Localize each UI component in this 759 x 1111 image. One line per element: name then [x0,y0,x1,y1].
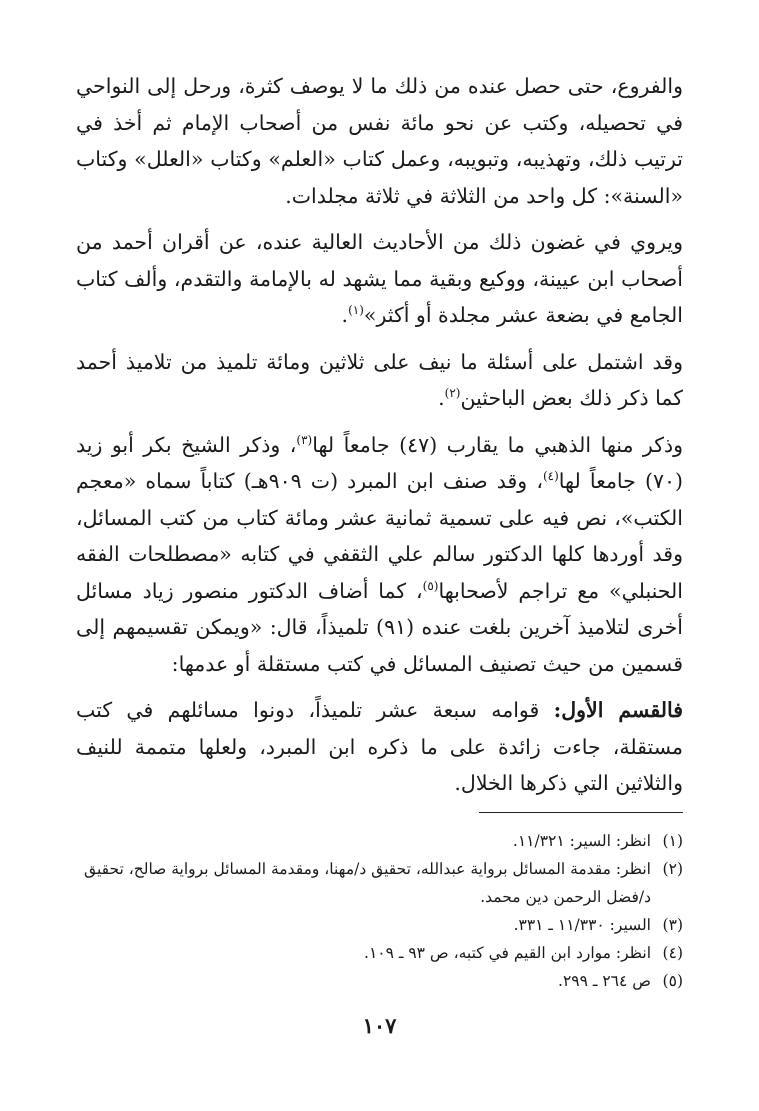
footnote-text: ص ٢٦٤ ـ ٢٩٩. [558,971,651,990]
section-heading: فالقسم الأول: [553,698,683,722]
paragraph [76,692,683,802]
footnote-number: (٢) [662,859,683,878]
footnote-number: (١) [662,831,683,850]
footnote-item [76,967,683,995]
page-number: ١٠٧ [362,1013,397,1038]
footnote-text: السير: ١١/٣٣٠ ـ ٣٣١. [513,915,651,934]
footnote-text: انظر: مقدمة المسائل برواية عبدالله، تحقيق د/مهنا، ومقدمة المسائل برواية صالح، تحقيق د/فضل الرحمن دين محمد. [84,859,651,906]
footnote-separator [479,812,683,813]
footnote-text: انظر: موارد ابن القيم في كتبه، ص ٩٣ ـ ١٠٩. [364,943,651,962]
footnote-item [76,855,683,911]
paragraph-text: قوامه سبعة عشر تلميذاً، دونوا مسائلهم في كتب مستقلة، جاءت زائدة على ما ذكره ابن المبرد، ولعلها متممة للنيف والثلاثين التي ذكرها الخلال. [76,698,683,795]
paragraph [76,224,683,334]
paragraph-text: ، وذكر الشيخ بكر أبو زيد (٧٠) جامعاً لها [76,432,683,493]
paragraph-text: ويروي في غضون ذلك من الأحاديث العالية عنده، عن أقران أحمد من أصحاب ابن عيينة، ووكيع وبقية مما يشهد له بالإمامة والتقدم، وألف كتاب الجامع في بضعة عشر مجلدة أو أكثر» [76,230,683,327]
paragraph-text: . [341,303,349,327]
paragraph [76,344,683,417]
footnote-marker: (٣) [296,432,313,447]
footnote-number: (٣) [662,915,683,934]
footnote-number: (٥) [662,971,683,990]
footnotes [76,827,683,995]
paragraph-text: وقد اشتمل على أسئلة ما نيف على ثلاثين ومائة تلميذ من تلاميذ أحمد كما ذكر ذلك بعض الباحثين [76,349,683,410]
footnote-text: انظر: السير: ١١/٣٢١. [512,831,651,850]
footnote-item [76,939,683,967]
paragraph-text: والفروع، حتى حصل عنده من ذلك ما لا يوصف كثرة، ورحل إلى النواحي في تحصيله، وكتب عن نحو مائة نفس من أصحاب الإمام ثم أخذ في ترتيب ذلك، وتهذيبه، وتبويبه، وعمل كتاب «العلم» وكتاب «العلل» وكتاب «السنة»: كل واحد من الثلاثة في ثلاثة مجلدات. [76,74,683,208]
paragraph-text: . [438,386,445,410]
footnote-number: (٤) [662,943,683,962]
footnote-marker: (١) [348,303,364,318]
paragraph-text: وذكر منها الذهبي ما يقارب (٤٧) جامعاً لها [312,432,684,457]
paragraph-text: ، كما أضاف الدكتور منصور زياد مسائل أخرى لتلاميذ آخرين بلغت عنده (٩١) تلميذاً، قال: «ويمكن تقسيمهم إلى قسمين من حيث تصنيف المسائل في كتب مستقلة أو عدمها: [76,578,683,676]
body-text [76,68,683,802]
paragraph-text: ، وقد صنف ابن المبرد (ت ٩٠٩هـ) كتاباً سماه «معجم الكتب»، نص فيه على تسمية ثمانية عشر ومائة كتاب من كتب المسائل، وقد أوردها كلها الدكتور سالم علي الثقفي في كتابه «مصطلحات الفقه الحنبلي» مع تراجم لأصحابها [76,469,683,603]
paragraph [76,427,683,683]
paragraph [76,68,683,214]
footnote-marker: (٥) [422,578,439,593]
footnote-item [76,827,683,855]
footnote-marker: (٤) [542,469,559,484]
footnote-marker: (٢) [444,386,461,401]
footnote-item [76,911,683,939]
